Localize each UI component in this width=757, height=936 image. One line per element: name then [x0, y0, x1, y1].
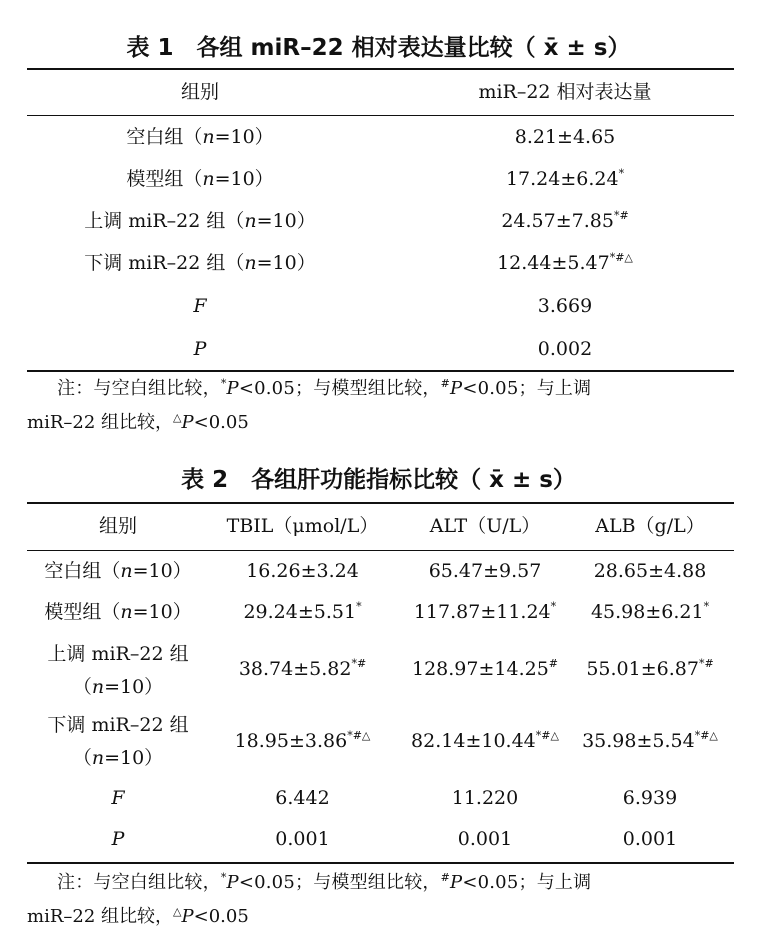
table1-header-group: 组别 [180, 81, 219, 103]
table2-header-group: 组别 [98, 515, 137, 537]
table2-row-tbil: 38.74±5.82*# [238, 657, 367, 680]
table2-row-alt: 128.97±14.25# [411, 657, 558, 680]
table1-header-rule [27, 115, 734, 116]
table1-stat-label-p: P [193, 338, 207, 360]
table2-stat-tbil-f: 6.442 [275, 787, 330, 809]
table1-row-value: 24.57±7.85*# [501, 209, 629, 232]
table1-stat-value-p: 0.002 [537, 338, 593, 360]
table1-row-value: 8.21±4.65 [514, 126, 616, 148]
table1-header-value: miR–22 相对表达量 [478, 81, 652, 103]
table1-row-group: 下调 miR–22 组（n=10） [84, 252, 316, 274]
table2-header-tbil: TBIL（μmol/L） [226, 515, 379, 537]
table1-title: 表 1 各组 miR–22 相对表达量比较（ x̄ ± s） [126, 35, 631, 61]
table2-bottom-rule [27, 862, 734, 864]
table2-row-tbil: 16.26±3.24 [246, 560, 359, 582]
table1-stat-label-f: F [193, 295, 207, 317]
table2-stat-tbil-p: 0.001 [275, 828, 330, 850]
table2-header-alt: ALT（U/L） [429, 515, 541, 537]
table1-row-group: 模型组（n=10） [126, 168, 274, 190]
table2-row-alt: 117.87±11.24* [413, 600, 557, 623]
table1-stat-value-f: 3.669 [537, 295, 593, 317]
table2-header-rule [27, 550, 734, 551]
table2-stat-alb-p: 0.001 [622, 828, 678, 850]
table1-row-group: 空白组（n=10） [126, 126, 274, 148]
table2-row-alb: 45.98±6.21* [590, 600, 710, 623]
table2-row-alt: 65.47±9.57 [428, 560, 542, 582]
table2-row-group: 空白组（n=10） [44, 560, 192, 582]
table2-title: 表 2 各组肝功能指标比较（ x̄ ± s） [181, 467, 576, 493]
table1-row-group: 上调 miR–22 组（n=10） [84, 210, 316, 232]
table2-stat-label-f: F [111, 787, 125, 809]
table2-row-alt: 82.14±10.44*#△ [411, 729, 559, 752]
table1-row-value: 17.24±6.24* [505, 167, 625, 190]
table2-stat-alt-p: 0.001 [457, 828, 513, 850]
table2-top-rule [27, 502, 734, 504]
table1-top-rule [27, 68, 734, 70]
table2-row-alb: 55.01±6.87*# [586, 657, 714, 680]
table2-row-tbil: 18.95±3.86*#△ [234, 729, 371, 752]
table2-stat-label-p: P [111, 828, 125, 850]
table1-row-value: 12.44±5.47*#△ [497, 251, 633, 274]
table2-header-alb: ALB（g/L） [595, 515, 705, 537]
table2-note: 注：与空白组比较，*P<0.05；与模型组比较，#P<0.05；与上调 miR–22 组比较，△P<0.05 [27, 871, 592, 927]
table2-row-group: 模型组（n=10） [44, 601, 192, 623]
table2-stat-alt-f: 11.220 [451, 787, 519, 809]
table2-stat-alb-f: 6.939 [622, 787, 678, 809]
table1-note: 注：与空白组比较，*P<0.05；与模型组比较，#P<0.05；与上调 miR–22 组比较，△P<0.05 [27, 377, 592, 433]
table2-row-tbil: 29.24±5.51* [243, 600, 362, 623]
table2-row-alb: 28.65±4.88 [593, 560, 707, 582]
table2-row-group: 下调 miR–22 组 （n=10） [47, 714, 189, 769]
table2-row-alb: 35.98±5.54*#△ [582, 729, 718, 752]
table2-row-group: 上调 miR–22 组 （n=10） [47, 643, 189, 698]
